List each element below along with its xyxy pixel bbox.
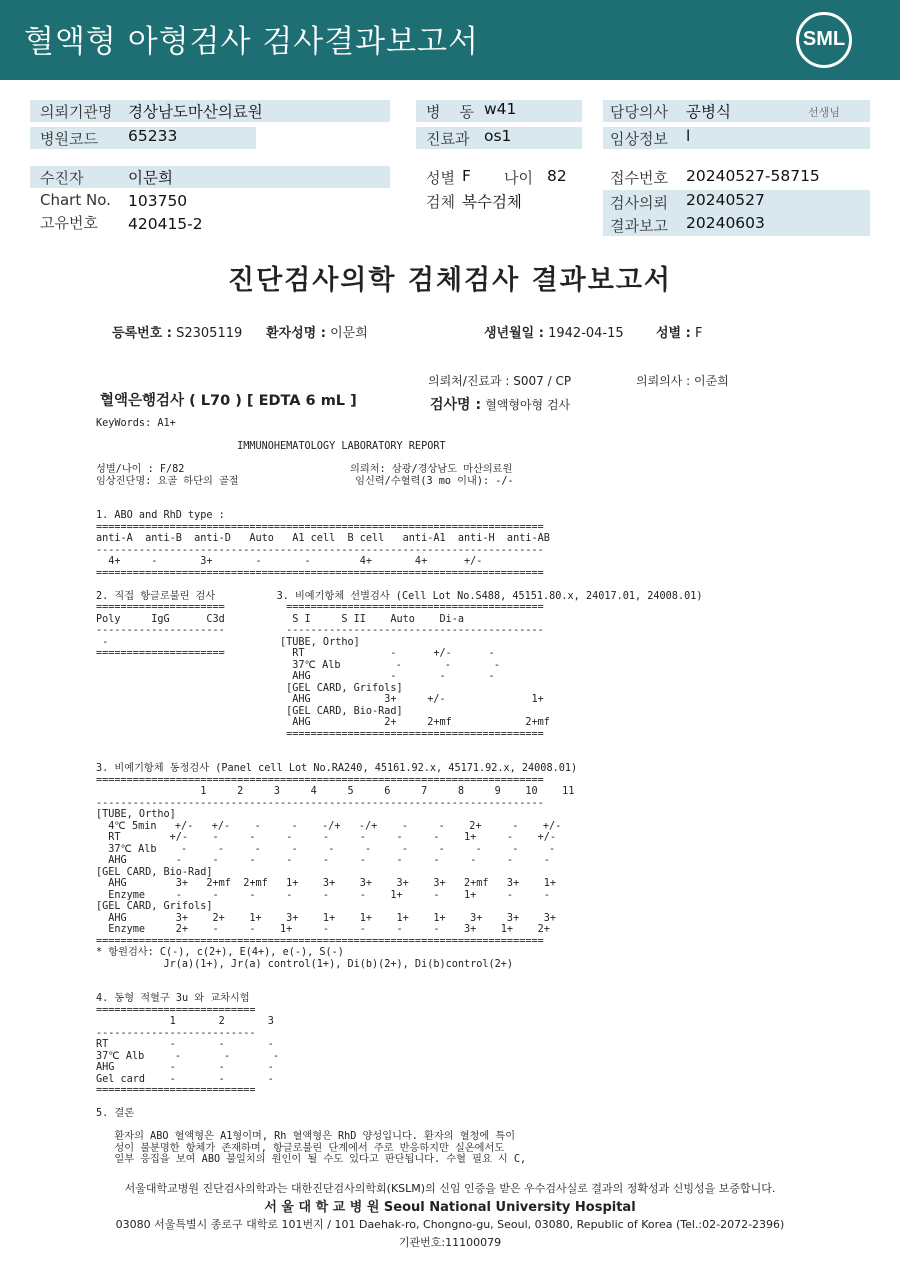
- request-value: 20240527: [686, 191, 765, 209]
- sex-label: 성별: [426, 169, 455, 187]
- uid-value: 420415-2: [128, 215, 203, 233]
- report-line: ==========================================: [96, 728, 544, 740]
- registration-number: 등록번호 : S2305119: [112, 326, 243, 341]
- report-line: Gel card - - -: [96, 1073, 274, 1085]
- report-line: ==========================: [96, 1085, 256, 1096]
- report-line: RT +/- - - - - - - - 1+ - +/-: [96, 832, 557, 843]
- report-line: [96, 740, 702, 752]
- report-line: --------------------------: [96, 1027, 256, 1039]
- report-line: 4. 동형 적혈구 3u 와 교차시험: [96, 993, 250, 1004]
- date-of-birth: 생년월일 : 1942-04-15: [484, 326, 624, 341]
- report-value: 20240603: [686, 214, 765, 232]
- clinical-label: 임상정보: [610, 130, 668, 148]
- report-line: [96, 579, 702, 591]
- report-line: =========================================================================: [96, 567, 544, 579]
- report-line: [GEL CARD, Bio-Rad]: [96, 705, 403, 717]
- report-line: 일부 응집을 보여 ABO 불일치의 원인이 될 수도 있다고 판단됩니다. 수혈 필요 시 C,: [96, 1154, 527, 1165]
- report-line: =========================================================================: [96, 774, 544, 786]
- report-line: AHG 3+ 2+ 1+ 3+ 1+ 1+ 1+ 1+ 3+ 3+ 3+: [96, 912, 557, 924]
- report-line: 성별/나이 : F/82 의뢰처: 삼광/경상남도 마산의료원: [96, 464, 513, 475]
- report-line: [96, 1097, 702, 1109]
- report-line: [GEL CARD, Bio-Rad]: [96, 866, 213, 878]
- footer-address: 03080 서울특별시 종로구 대학로 101번지 / 101 Daehak-ro, Chongno-gu, Seoul, 03080, Republic of Korea (Tel.:02-2072-2396): [115, 1218, 785, 1231]
- report-line: AHG - - - - - - - - - - -: [96, 855, 550, 866]
- report-header: [0, 0, 900, 80]
- footer-institution-number: 기관번호:11100079: [398, 1236, 502, 1249]
- report-line: =========================================================================: [96, 521, 544, 533]
- report-line: ===================== RT - +/- -: [96, 648, 495, 659]
- report-line: anti-A anti-B anti-D Auto A1 cell B cell anti-A1 anti-H anti-AB: [96, 533, 550, 544]
- report-label: 결과보고: [610, 217, 668, 235]
- report-line: [96, 453, 702, 465]
- sml-logo-text: SML: [802, 28, 846, 50]
- age-label: 나이: [504, 169, 533, 187]
- report-line: 1. ABO and RhD type :: [96, 510, 225, 521]
- test-section-title: 혈액은행검사 ( L70 ) [ EDTA 6 mL ]: [100, 393, 357, 409]
- footer-certification: 서울대학교병원 진단검사의학과는 대한진단검사의학회(KSLM)의 신임 인증을 받은 우수검사실로 결과의 정확성과 신빙성을 보증합니다.: [124, 1182, 776, 1195]
- report-line: =========================================================================: [96, 935, 544, 947]
- report-line: 37℃ Alb - - -: [96, 659, 500, 671]
- report-line: 37℃ Alb - - -: [96, 1050, 280, 1062]
- report-line: AHG 3+ 2+mf 2+mf 1+ 3+ 3+ 3+ 3+ 2+mf 3+ 1+: [96, 878, 557, 889]
- report-line: 4℃ 5min +/- +/- - - -/+ -/+ - - 2+ - +/-: [96, 820, 562, 832]
- doctor-suffix: 선생님: [808, 106, 840, 119]
- report-line: AHG 2+ 2+mf 2+mf: [96, 717, 550, 728]
- report-line: [96, 970, 702, 982]
- report-header-title: 혈액형 아형검사 검사결과보고서: [24, 24, 479, 60]
- ward-value: w41: [484, 100, 517, 118]
- report-line: - [TUBE, Ortho]: [96, 636, 360, 648]
- report-line: AHG - - -: [96, 671, 495, 682]
- report-line: ===================== ==========================================: [96, 602, 544, 613]
- report-line: [96, 499, 702, 511]
- report-line: Jr(a)(1+), Jr(a) control(1+), Di(b)(2+), Di(b)control(2+): [96, 958, 514, 970]
- report-line: ==========================: [96, 1004, 256, 1016]
- report-line: RT - - -: [96, 1039, 274, 1050]
- report-line: [96, 752, 702, 764]
- report-line: [96, 982, 702, 994]
- hospcode-value: 65233: [128, 127, 178, 145]
- patient-name: 환자성명 : 이문희: [266, 326, 368, 341]
- footer-hospital-name: 서 울 대 학 교 병 원 Seoul National University Hospital: [264, 1200, 636, 1215]
- report-line: [96, 487, 702, 499]
- report-line: -------------------------------------------------------------------------: [96, 797, 544, 809]
- test-name: 검사명 : 혈액형아형 검사: [430, 397, 571, 413]
- requesting-doctor: 의뢰의사 : 이준희: [636, 374, 729, 388]
- patient-label: 수진자: [40, 169, 84, 187]
- ward-label: 병 동: [426, 103, 475, 121]
- report-line: 1 2 3 4 5 6 7 8 9 10 11: [96, 786, 575, 797]
- report-line: [GEL CARD, Grifols]: [96, 901, 213, 912]
- receipt-value: 20240527-58715: [686, 167, 820, 185]
- chart-value: 103750: [128, 192, 188, 210]
- age-value: 82: [547, 167, 567, 185]
- report-line: 환자의 ABO 혈액형은 A1형이며, Rh 혈액형은 RhD 양성입니다. 환자의 혈청에 특이: [96, 1131, 516, 1142]
- report-line: AHG 3+ +/- 1+: [96, 694, 544, 705]
- report-line: [96, 430, 702, 442]
- report-line: 성이 불분명한 항체가 존재하며, 항글로불린 단계에서 주로 반응하지만 실온에서도: [96, 1142, 505, 1154]
- dept-line: 의뢰처/진료과 : S007 / CP: [428, 374, 572, 388]
- report-line: Enzyme 2+ - - 1+ - - - - 3+ 1+ 2+: [96, 924, 550, 935]
- sex-value: F: [462, 167, 471, 185]
- report-line: AHG - - -: [96, 1062, 274, 1073]
- patient-value: 이문희: [128, 169, 173, 187]
- lab-report-body: [96, 418, 702, 1166]
- report-line: KeyWords: A1+: [96, 418, 176, 429]
- report-line: 4+ - 3+ - - 4+ 4+ +/-: [96, 556, 483, 567]
- report-line: --------------------- ------------------------------------------: [96, 625, 544, 636]
- report-line: 임상진단명: 요골 하단의 골절 임신력/수혈력(3 mo 이내): -/-: [96, 475, 514, 487]
- report-line: Enzyme - - - - - - 1+ - 1+ - -: [96, 889, 550, 901]
- hospcode-label: 병원코드: [40, 130, 98, 148]
- chart-label: Chart No.: [40, 191, 111, 209]
- report-line: 2. 직접 항글로불린 검사 3. 비예기항체 선별검사 (Cell Lot No.S488, 45151.80.x, 24017.01, 24008.01): [96, 590, 703, 602]
- report-line: 1 2 3: [96, 1016, 274, 1027]
- report-line: 37℃ Alb - - - - - - - - - - -: [96, 843, 556, 855]
- uid-label: 고유번호: [40, 214, 98, 232]
- report-line: -------------------------------------------------------------------------: [96, 544, 544, 556]
- doctor-label: 담당의사: [610, 103, 668, 121]
- requester-label: 의뢰기관명: [40, 103, 113, 121]
- patient-field-bg: [30, 166, 390, 188]
- report-line: [GEL CARD, Grifols]: [96, 682, 403, 694]
- specimen-value: 복수검체: [462, 193, 522, 211]
- patient-sex: 성별 : F: [656, 326, 703, 341]
- dept-label: 진료과: [426, 130, 470, 148]
- report-line: 5. 결론: [96, 1108, 135, 1119]
- sml-logo: [796, 12, 852, 68]
- report-line: 3. 비예기항체 동정검사 (Panel cell Lot No.RA240, 45161.92.x, 45171.92.x, 24008.01): [96, 763, 578, 774]
- document-title: 진단검사의학 검체검사 결과보고서: [227, 265, 673, 296]
- request-label: 검사의뢰: [610, 194, 668, 212]
- report-line: [TUBE, Ortho]: [96, 809, 176, 820]
- dept-value: os1: [484, 127, 512, 145]
- report-line: * 항원검사: C(-), c(2+), E(4+), e(-), S(-): [96, 947, 344, 958]
- doctor-value: 공병식: [686, 103, 731, 121]
- report-line: Poly IgG C3d S I S II Auto Di-a: [96, 613, 465, 625]
- report-line: [96, 1120, 702, 1132]
- specimen-label: 검체: [426, 193, 455, 211]
- clinical-value: l: [686, 127, 691, 145]
- report-line: IMMUNOHEMATOLOGY LABORATORY REPORT: [96, 441, 446, 452]
- requester-value: 경상남도마산의료원: [128, 103, 263, 121]
- receipt-label: 접수번호: [610, 169, 668, 187]
